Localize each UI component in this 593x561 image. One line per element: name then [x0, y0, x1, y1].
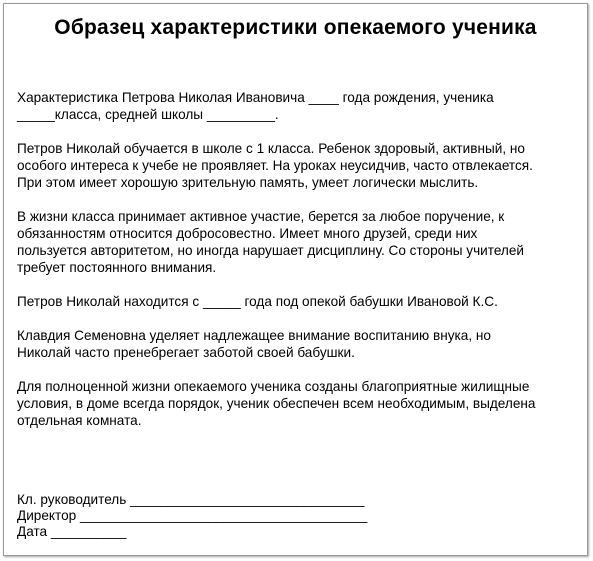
- text-line: Петров Николай находится с _____ года под опекой бабушки Ивановой К.С.: [17, 294, 498, 309]
- text-line: Характеристика Петрова Николая Ивановича ____ года рождения, ученика: [17, 90, 494, 105]
- text-line: При этом имеет хорошую зрительную память, умеет логически мыслить.: [17, 175, 479, 190]
- document-body: [17, 89, 582, 446]
- paragraph-grandmother: [17, 327, 582, 361]
- text-line: В жизни класса принимает активное участие, берется за любое поручение, к: [17, 209, 505, 224]
- paragraph-living-conditions: [17, 378, 582, 429]
- signature-line-director: Директор ______________________________________: [17, 508, 368, 523]
- text-line: Петров Николай обучается в школе с 1 класса. Ребенок здоровый, активный, но: [17, 141, 525, 156]
- paragraph-class-life: [17, 208, 582, 276]
- document-title: Образец характеристики опекаемого ученика: [54, 16, 537, 39]
- signature-block: [17, 492, 367, 540]
- text-line: особого интереса к учебе не проявляет. На уроках неусидчив, часто отвлекается.: [17, 158, 533, 173]
- text-line: Николай часто пренебрегает заботой своей бабушки.: [17, 345, 355, 360]
- paragraph-intro: [17, 89, 582, 123]
- text-line: обязанностям относится добросовестно. Имеет много друзей, среди них: [17, 226, 478, 241]
- signature-line-date: Дата __________: [17, 524, 127, 539]
- text-line: Для полноценной жизни опекаемого ученика созданы благоприятные жилищные: [17, 379, 530, 394]
- text-line: пользуется авторитетом, но иногда нарушает дисциплину. Со стороны учителей: [17, 243, 525, 258]
- text-line: Клавдия Семеновна уделяет надлежащее внимание воспитанию внука, но: [17, 328, 491, 343]
- paragraph-study: [17, 140, 582, 191]
- text-line: условия, в доме всегда порядок, ученик обеспечен всем необходимым, выделена: [17, 396, 536, 411]
- text-line: требует постоянного внимания.: [17, 260, 217, 275]
- text-line: _____класса, средней школы _________.: [17, 107, 279, 122]
- paragraph-guardianship: [17, 293, 582, 310]
- text-line: отдельная комната.: [17, 413, 142, 428]
- signature-line-class-teacher: Кл. руководитель _______________________________: [17, 492, 365, 507]
- document-sheet: [3, 3, 588, 556]
